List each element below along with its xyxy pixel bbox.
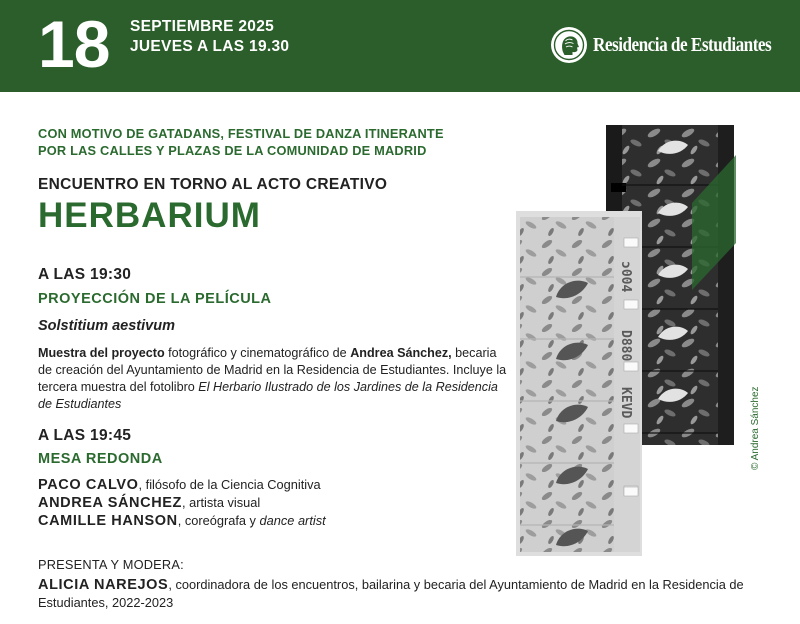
participant-row <box>38 494 326 512</box>
desc-bold-project: Muestra del proyecto <box>38 346 165 360</box>
event-day: 18 <box>38 7 110 81</box>
film-code-3: KEVD <box>618 387 633 419</box>
participants-list <box>38 476 326 530</box>
participant-name: PACO CALVO <box>38 477 139 493</box>
desc-text-1: fotográfico y cinematográfico de <box>164 346 351 360</box>
desc-text-2: becaria de creación del Ayuntamiento de Madrid en la Residencia de Estudiantes. Incluye la tercera muestra del fotolibro <box>38 346 507 394</box>
photo-credit: © Andrea Sánchez <box>750 386 761 470</box>
participant-name: ANDREA SÁNCHEZ <box>38 495 183 511</box>
logo-text: Residencia de Estudiantes <box>593 33 772 56</box>
month-year: SEPTIEMBRE 2025 <box>130 18 275 35</box>
festival-intro <box>38 125 444 159</box>
event-title: HERBARIUM <box>38 196 261 235</box>
film-title: Solstitium aestivum <box>38 318 175 334</box>
participant-name: CAMILLE HANSON <box>38 513 178 529</box>
event-subtitle: ENCUENTRO EN TORNO AL ACTO CREATIVO <box>38 176 388 193</box>
participant-role: , artista visual <box>182 495 261 510</box>
participant-role: , filósofo de la Ciencia Cognitiva <box>138 477 321 492</box>
round-table-heading: MESA REDONDA <box>38 451 163 467</box>
intro-line-2: POR LAS CALLES Y PLAZAS DE LA COMUNIDAD DE MADRID <box>38 143 427 158</box>
screening-heading: PROYECCIÓN DE LA PELÍCULA <box>38 291 272 307</box>
head-profile-icon <box>551 27 587 63</box>
moderation-label: PRESENTA Y MODERA: <box>38 557 184 572</box>
photobook-title: El Herbario Ilustrado de los Jardines de la Residencia de Estudiantes <box>38 380 498 411</box>
moderator-info <box>38 576 778 611</box>
participant-row <box>38 512 326 530</box>
participant-role-italic: dance artist <box>259 513 326 528</box>
moderator-role: , coordinadora de los encuentros, bailarina y becaria del Ayuntamiento de Madrid en la Residencia de Estudiantes, 2022-2023 <box>38 577 744 610</box>
event-date <box>130 17 289 57</box>
time-1945: A LAS 19:45 <box>38 427 132 444</box>
residencia-logo[interactable] <box>551 27 800 63</box>
light-film-strip <box>516 211 642 556</box>
film-strip-photo <box>510 125 770 560</box>
header-banner <box>0 0 800 92</box>
intro-line-1: CON MOTIVO DE GATADANS, FESTIVAL DE DANZA ITINERANTE <box>38 126 444 141</box>
film-code-2: D880 <box>618 330 633 362</box>
participant-role: , coreógrafa y <box>177 513 260 528</box>
weekday-time: JUEVES A LAS 19.30 <box>130 38 290 55</box>
time-1930: A LAS 19:30 <box>38 266 132 283</box>
moderator-name: ALICIA NAREJOS <box>38 577 169 593</box>
desc-bold-artist: Andrea Sánchez, <box>350 346 452 360</box>
screening-description <box>38 345 508 413</box>
participant-row <box>38 476 326 494</box>
film-code-1: ɔ004 <box>618 261 633 293</box>
